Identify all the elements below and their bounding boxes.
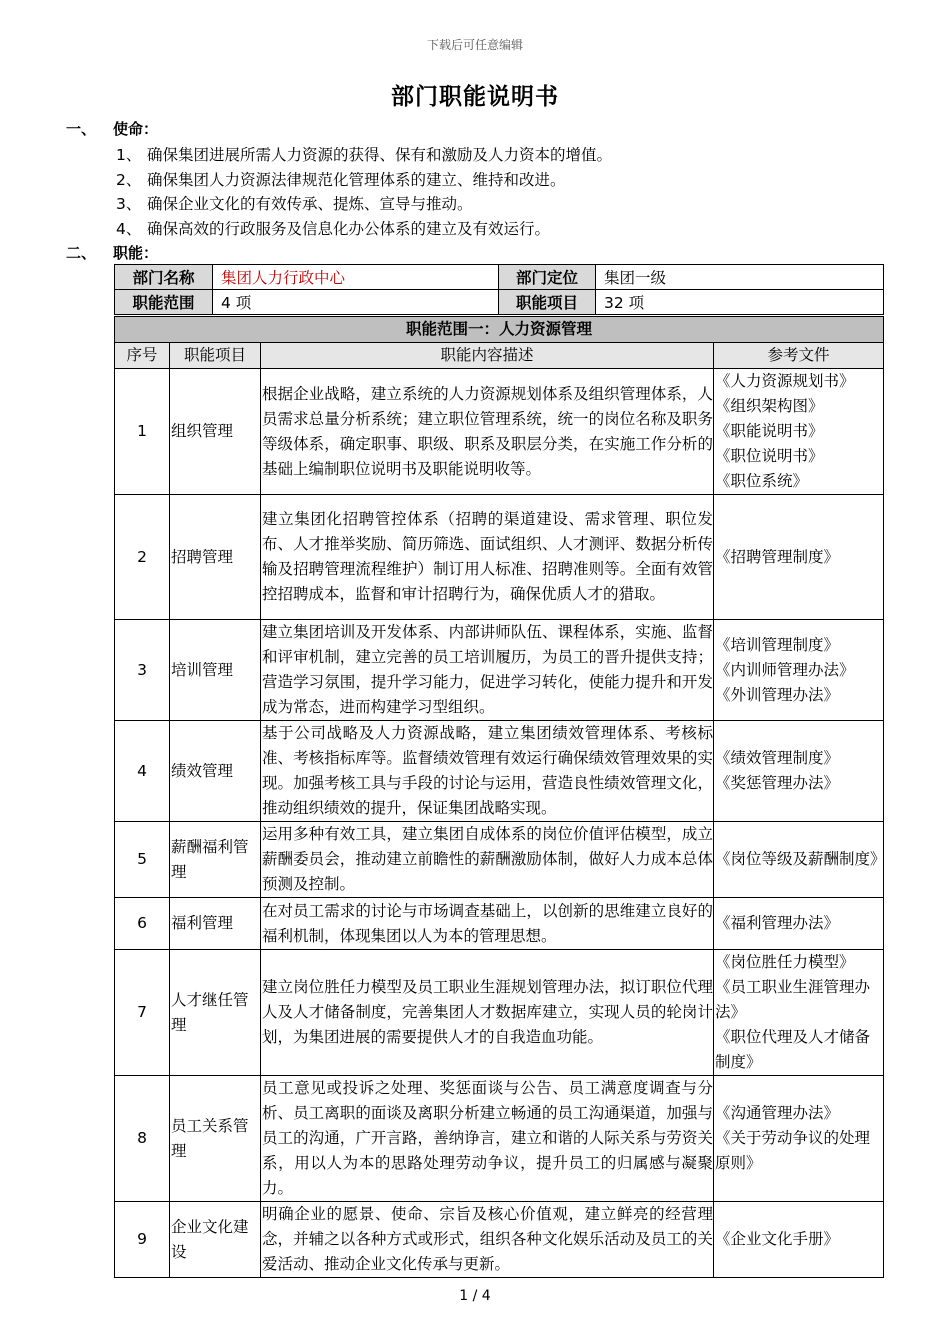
row-item: 企业文化建设: [170, 1202, 261, 1278]
table-header-row: [115, 343, 884, 369]
reference-doc: 《内训师管理办法》: [715, 660, 855, 679]
items-label: 职能项目: [499, 290, 596, 315]
row-index: 6: [115, 898, 170, 950]
row-description: 建立岗位胜任力模型及员工职业生涯规划管理办法，拟订职位代理人及人才储备制度，完善集团人才数据库建立，实现人员的轮岗计划，为集团进展的需要提供人才的自我造血功能。: [261, 950, 714, 1076]
row-description: 员工意见或投诉之处理、奖惩面谈与公告、员工满意度调查与分析、员工离职的面谈及离职分析建立畅通的员工沟通渠道，加强与员工的沟通，广开言路，善纳诤言，建立和谐的人际关系与劳资关系，用以人为本的思路处理劳动争议，提升员工的归属感与凝聚力。: [261, 1076, 714, 1202]
reference-doc: 《奖惩管理办法》: [715, 774, 840, 792]
row-index: 1: [115, 369, 170, 495]
row-item: 招聘管理: [170, 495, 261, 620]
reference-doc: 《职能说明书》: [715, 422, 824, 440]
reference-doc: 《外训管理办法》: [715, 685, 840, 704]
row-description: 明确企业的愿景、使命、宗旨及核心价值观，建立鲜亮的经营理念，并辅之以各种方式或形式，组织各种文化娱乐活动及员工的关爱活动、推动企业文化传承与更新。: [261, 1202, 714, 1278]
row-index: 7: [115, 950, 170, 1076]
reference-doc: 《企业文化手册》: [715, 1230, 840, 1248]
reference-doc: 《岗位等级及薪酬制度》: [715, 850, 886, 868]
reference-doc: 《职位说明书》: [715, 447, 824, 465]
page-number: 1 / 4: [459, 1288, 491, 1304]
table-row: [115, 822, 884, 898]
column-header: 职能项目: [170, 343, 261, 369]
mission-text: 确保集团进展所需人力资源的获得、保有和激励及人力资本的增值。: [147, 146, 613, 164]
table-row: [115, 898, 884, 950]
table-row: [115, 620, 884, 721]
scope-title: 职能范围一：人力资源管理: [115, 317, 884, 343]
mission-text: 确保集团人力资源法律规范化管理体系的建立、维持和改进。: [147, 170, 566, 189]
row-index: 8: [115, 1076, 170, 1202]
scope-value: 4 项: [213, 290, 499, 315]
row-item: 培训管理: [170, 620, 261, 721]
table-row: [115, 495, 884, 620]
row-index: 3: [115, 620, 170, 721]
items-value: 32 项: [596, 290, 884, 315]
row-index: 5: [115, 822, 170, 898]
department-info-table: [114, 264, 884, 315]
row-index: 9: [115, 1202, 170, 1278]
reference-doc: 《绩效管理制度》: [715, 749, 840, 767]
section-mission-heading: [66, 118, 158, 139]
row-item: 福利管理: [170, 898, 261, 950]
table-row: [115, 265, 884, 290]
table-row: [115, 1202, 884, 1278]
table-row: [115, 950, 884, 1076]
dept-name-label: 部门名称: [115, 265, 213, 290]
row-description: 运用多种有效工具，建立集团自成体系的岗位价值评估模型，成立薪酬委员会，推动建立前瞻性的薪酬激励体制，做好人力成本总体预测及控制。: [261, 822, 714, 898]
row-description: 建立集团化招聘管控体系（招聘的渠道建设、需求管理、职位发布、人才推举奖励、简历筛选、面试组织、人才测评、数据分析传输及招聘管理流程维护）制订用人标准、招聘准则等。全面有效管控招聘成本，监督和审计招聘行为，确保优质人才的猎取。: [261, 495, 714, 620]
row-references: [714, 1076, 884, 1202]
dept-position-label: 部门定位: [499, 265, 596, 290]
mission-text: 确保企业文化的有效传承、提炼、宣导与推动。: [147, 195, 473, 213]
section-function-heading: [66, 242, 158, 263]
row-description: 根据企业战略，建立系统的人力资源规划体系及组织管理体系，人员需求总量分析系统；建立职位管理系统，统一的岗位名称及职务等级体系，确定职事、职级、职系及职层分类，在实施工作分析的基础上编制职位说明书及职能说明收等。: [261, 369, 714, 495]
row-item: 人才继任管理: [170, 950, 261, 1076]
reference-doc: 《招聘管理制度》: [715, 547, 840, 566]
row-references: [714, 950, 884, 1076]
mission-item: [116, 192, 612, 217]
table-row: [115, 290, 884, 315]
scope-label: 职能范围: [115, 290, 213, 315]
row-index: 2: [115, 495, 170, 620]
row-index: 4: [115, 721, 170, 822]
mission-number: 4、: [116, 219, 142, 238]
row-references: [714, 822, 884, 898]
row-item: 员工关系管理: [170, 1076, 261, 1202]
reference-doc: 《沟通管理办法》: [715, 1104, 840, 1122]
table-row: [115, 1076, 884, 1202]
row-description: 基于公司战略及人力资源战略，建立集团绩效管理体系、考核标准、考核指标库等。监督绩效管理有效运行确保绩效管理效果的实现。加强考核工具与手段的讨论与运用，营造良性绩效管理文化，推动组织绩效的提升，保证集团战略实现。: [261, 721, 714, 822]
row-references: [714, 898, 884, 950]
section-number: 一、: [66, 120, 97, 138]
dept-position-value: 集团一级: [596, 265, 884, 290]
header-note: 下载后可任意编辑: [426, 38, 523, 52]
table-row: [115, 721, 884, 822]
row-references: [714, 1202, 884, 1278]
mission-item: [116, 217, 612, 242]
mission-item: [116, 168, 612, 193]
row-references: [714, 369, 884, 495]
reference-doc: 《福利管理办法》: [715, 914, 840, 932]
reference-doc: 《关于劳动争议的处理原则》: [715, 1129, 871, 1172]
mission-number: 3、: [116, 195, 142, 213]
row-description: 建立集团培训及开发体系、内部讲师队伍、课程体系，实施、监督和评审机制，建立完善的员工培训履历，为员工的晋升提供支持；营造学习氛围，提升学习能力，促进学习转化，使能力提升和开发成为常态，进而构建学习型组织。: [261, 620, 714, 721]
section-label: 职能：: [113, 244, 159, 262]
reference-doc: 《岗位胜任力模型》: [715, 953, 855, 971]
table-row: [115, 369, 884, 495]
page-title: 部门职能说明书: [391, 84, 559, 110]
column-header: 序号: [115, 343, 170, 369]
column-header: 职能内容描述: [261, 343, 714, 369]
reference-doc: 《组织架构图》: [715, 397, 824, 415]
row-item: 组织管理: [170, 369, 261, 495]
section-label: 使命：: [113, 120, 159, 138]
mission-item: [116, 143, 612, 168]
scope-title-row: [115, 317, 884, 343]
row-description: 在对员工需求的讨论与市场调查基础上，以创新的思维建立良好的福利机制，体现集团以人为本的管理思想。: [261, 898, 714, 950]
mission-number: 1、: [116, 146, 142, 164]
row-references: [714, 620, 884, 721]
function-table: [114, 316, 884, 1278]
column-header: 参考文件: [714, 343, 884, 369]
reference-doc: 《培训管理制度》: [715, 635, 840, 654]
mission-text: 确保高效的行政服务及信息化办公体系的建立及有效运行。: [147, 219, 551, 238]
row-item: 薪酬福利管理: [170, 822, 261, 898]
row-item: 绩效管理: [170, 721, 261, 822]
mission-list: [116, 143, 612, 241]
reference-doc: 《职位代理及人才储备制度》: [715, 1028, 871, 1071]
section-number: 二、: [66, 244, 97, 262]
dept-name-value: 集团人力行政中心: [213, 265, 499, 290]
mission-number: 2、: [116, 170, 142, 189]
reference-doc: 《员工职业生涯管理办法》: [715, 978, 871, 1021]
row-references: [714, 495, 884, 620]
reference-doc: 《职位系统》: [715, 472, 809, 490]
row-references: [714, 721, 884, 822]
reference-doc: 《人力资源规划书》: [715, 372, 855, 390]
